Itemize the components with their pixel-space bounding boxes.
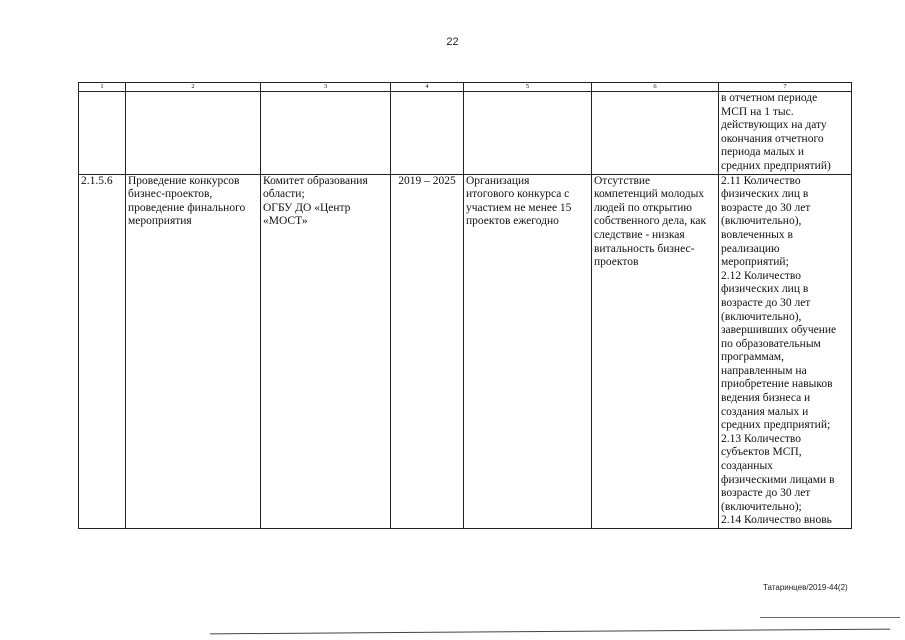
text-line: 2.11 Количество (721, 174, 801, 187)
text-line: физическими лицами в (721, 473, 835, 486)
text-line: собственного дела, как (594, 215, 707, 228)
continuation-cell-6 (592, 92, 719, 175)
measure-number: 2.1.5.6 (79, 174, 126, 528)
text-line: участием не менее 15 (466, 201, 572, 214)
measure-row (79, 174, 852, 528)
text-line: возрасте до 30 лет (721, 487, 811, 500)
text-line: 2.12 Количество (721, 269, 801, 282)
column-number-7: 7 (719, 83, 852, 92)
measure-period: 2019 – 2025 (391, 174, 464, 528)
text-line: проектов (594, 256, 639, 269)
measure-name (126, 174, 261, 528)
text-line: Комитет образования (263, 174, 368, 187)
text-line: возрасте до 30 лет (721, 201, 811, 214)
text-line: физических лиц в (721, 283, 809, 296)
text-line: субъектов МСП, (721, 446, 802, 459)
measure-expected-result (464, 174, 592, 528)
text-line: возрасте до 30 лет (721, 296, 811, 309)
text-line: проведение финального (128, 201, 246, 214)
page-number: 22 (446, 36, 459, 48)
text-line: программам, (721, 351, 784, 364)
text-line: средних предприятий) (721, 159, 831, 172)
scan-rule-long (210, 629, 890, 635)
text-line: Организация (466, 174, 530, 187)
text-line: по образовательным (721, 337, 821, 350)
text-line: «МОСТ» (263, 215, 308, 228)
column-number-1: 1 (79, 83, 126, 92)
continuation-cell-4 (391, 92, 464, 175)
text-line: в отчетном периоде (721, 92, 818, 104)
text-line: витальность бизнес- (594, 242, 695, 255)
text-line: ОГБУ ДО «Центр (263, 201, 351, 214)
continuation-indicator-cell (719, 92, 852, 175)
text-line: создания малых и (721, 405, 809, 418)
column-number-4: 4 (391, 83, 464, 92)
text-line: реализацию (721, 242, 780, 255)
text-line: следствие - низкая (594, 228, 685, 241)
text-line: 2.13 Количество (721, 432, 801, 445)
measure-consequences (592, 174, 719, 528)
program-table (78, 82, 852, 529)
continuation-cell-5 (464, 92, 592, 175)
continuation-cell-2 (126, 92, 261, 175)
measure-indicators (719, 174, 852, 528)
column-number-row (79, 83, 852, 92)
text-line: области; (263, 188, 305, 201)
text-line: людей по открытию (594, 201, 692, 214)
text-line: мероприятий; (721, 256, 789, 269)
text-line: (включительно); (721, 500, 802, 513)
text-line: действующих на дату (721, 119, 827, 132)
text-line: ведения бизнеса и (721, 392, 811, 405)
text-line: направленным на (721, 364, 807, 377)
text-line: физических лиц в (721, 188, 809, 201)
text-line: бизнес-проектов, (128, 188, 213, 201)
text-line: Отсутствие (594, 174, 651, 187)
text-line: завершивших обучение (721, 324, 837, 337)
column-number-2: 2 (126, 83, 261, 92)
text-line: созданных (721, 460, 773, 473)
column-number-3: 3 (261, 83, 391, 92)
continuation-cell-3 (261, 92, 391, 175)
text-line: периода малых и (721, 146, 805, 159)
text-line: приобретение навыков (721, 378, 833, 391)
text-line: мероприятия (128, 215, 192, 228)
measure-executor (261, 174, 391, 528)
continuation-cell-1 (79, 92, 126, 175)
text-line: вовлеченных в (721, 228, 793, 241)
text-line: 2.14 Количество вновь (721, 514, 832, 527)
text-line: (включительно), (721, 215, 802, 228)
text-line: (включительно), (721, 310, 802, 323)
column-number-6: 6 (592, 83, 719, 92)
text-line: средних предприятий; (721, 419, 831, 432)
text-line: Проведение конкурсов (128, 174, 240, 187)
document-code: Татаринцев/2019-44(2) (763, 583, 848, 592)
scan-rule-short (760, 617, 900, 618)
text-line: компетенций молодых (594, 188, 705, 201)
column-number-5: 5 (464, 83, 592, 92)
text-line: итогового конкурса с (466, 188, 570, 201)
text-line: окончания отчетного (721, 132, 824, 145)
text-line: МСП на 1 тыс. (721, 105, 794, 118)
continuation-row (79, 92, 852, 175)
text-line: проектов ежегодно (466, 215, 559, 228)
